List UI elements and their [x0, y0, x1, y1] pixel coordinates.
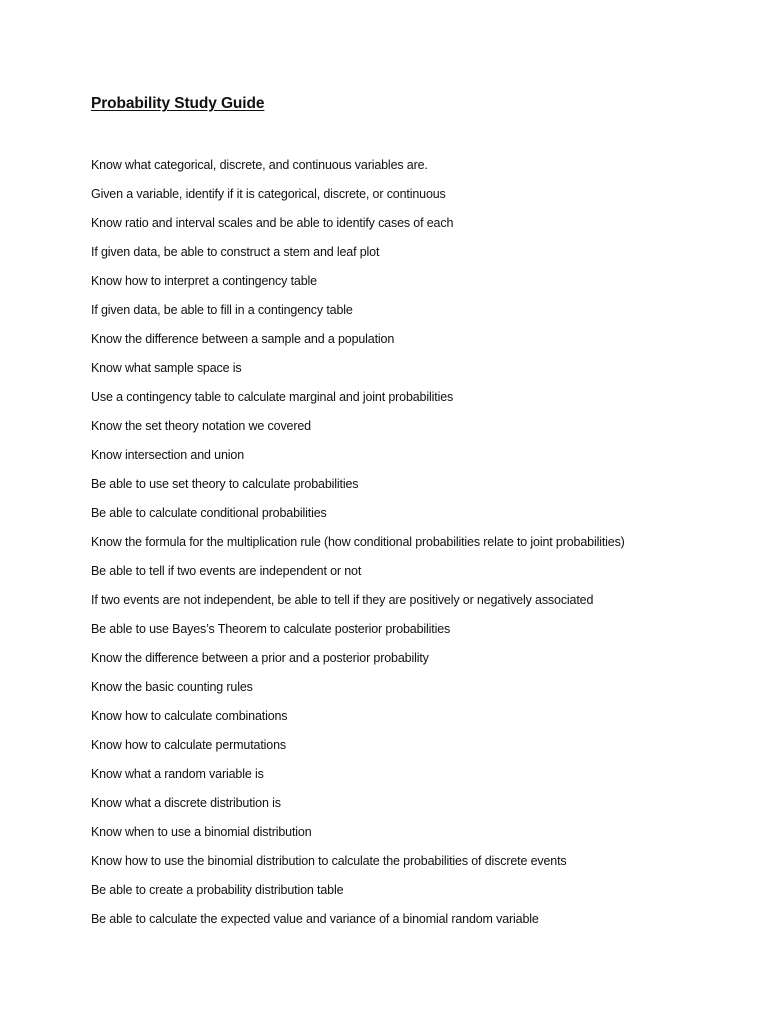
- list-item: If two events are not independent, be able to tell if they are positively or negatively associated: [91, 593, 594, 607]
- list-item: Be able to use Bayes’s Theorem to calculate posterior probabilities: [91, 622, 451, 636]
- list-item: Know intersection and union: [91, 448, 244, 462]
- study-guide-list: [91, 156, 625, 939]
- list-item: Know what sample space is: [91, 361, 242, 375]
- list-item: Be able to use set theory to calculate probabilities: [91, 477, 359, 491]
- list-item: Know the formula for the multiplication rule (how conditional probabilities relate to joint probabilities): [91, 535, 625, 549]
- list-item: Know what categorical, discrete, and continuous variables are.: [91, 158, 428, 172]
- list-item: Know what a discrete distribution is: [91, 796, 281, 810]
- list-item: Know how to interpret a contingency table: [91, 274, 317, 288]
- list-item: Know the set theory notation we covered: [91, 419, 311, 433]
- list-item: If given data, be able to construct a stem and leaf plot: [91, 245, 380, 259]
- list-item: Given a variable, identify if it is categorical, discrete, or continuous: [91, 187, 446, 201]
- list-item: Know what a random variable is: [91, 767, 264, 781]
- list-item: Be able to calculate the expected value and variance of a binomial random variable: [91, 912, 539, 926]
- document-title: Probability Study Guide: [91, 95, 265, 112]
- list-item: Know how to calculate combinations: [91, 709, 288, 723]
- list-item: Know how to use the binomial distribution to calculate the probabilities of discrete events: [91, 854, 567, 868]
- list-item: Be able to tell if two events are independent or not: [91, 564, 362, 578]
- list-item: Know when to use a binomial distribution: [91, 825, 312, 839]
- list-item: Know the difference between a sample and a population: [91, 332, 395, 346]
- list-item: Be able to create a probability distribution table: [91, 883, 344, 897]
- list-item: Know the difference between a prior and a posterior probability: [91, 651, 429, 665]
- list-item: Know ratio and interval scales and be able to identify cases of each: [91, 216, 454, 230]
- list-item: Be able to calculate conditional probabilities: [91, 506, 327, 520]
- list-item: Use a contingency table to calculate marginal and joint probabilities: [91, 390, 454, 404]
- list-item: Know how to calculate permutations: [91, 738, 287, 752]
- list-item: Know the basic counting rules: [91, 680, 253, 694]
- list-item: If given data, be able to fill in a contingency table: [91, 303, 353, 317]
